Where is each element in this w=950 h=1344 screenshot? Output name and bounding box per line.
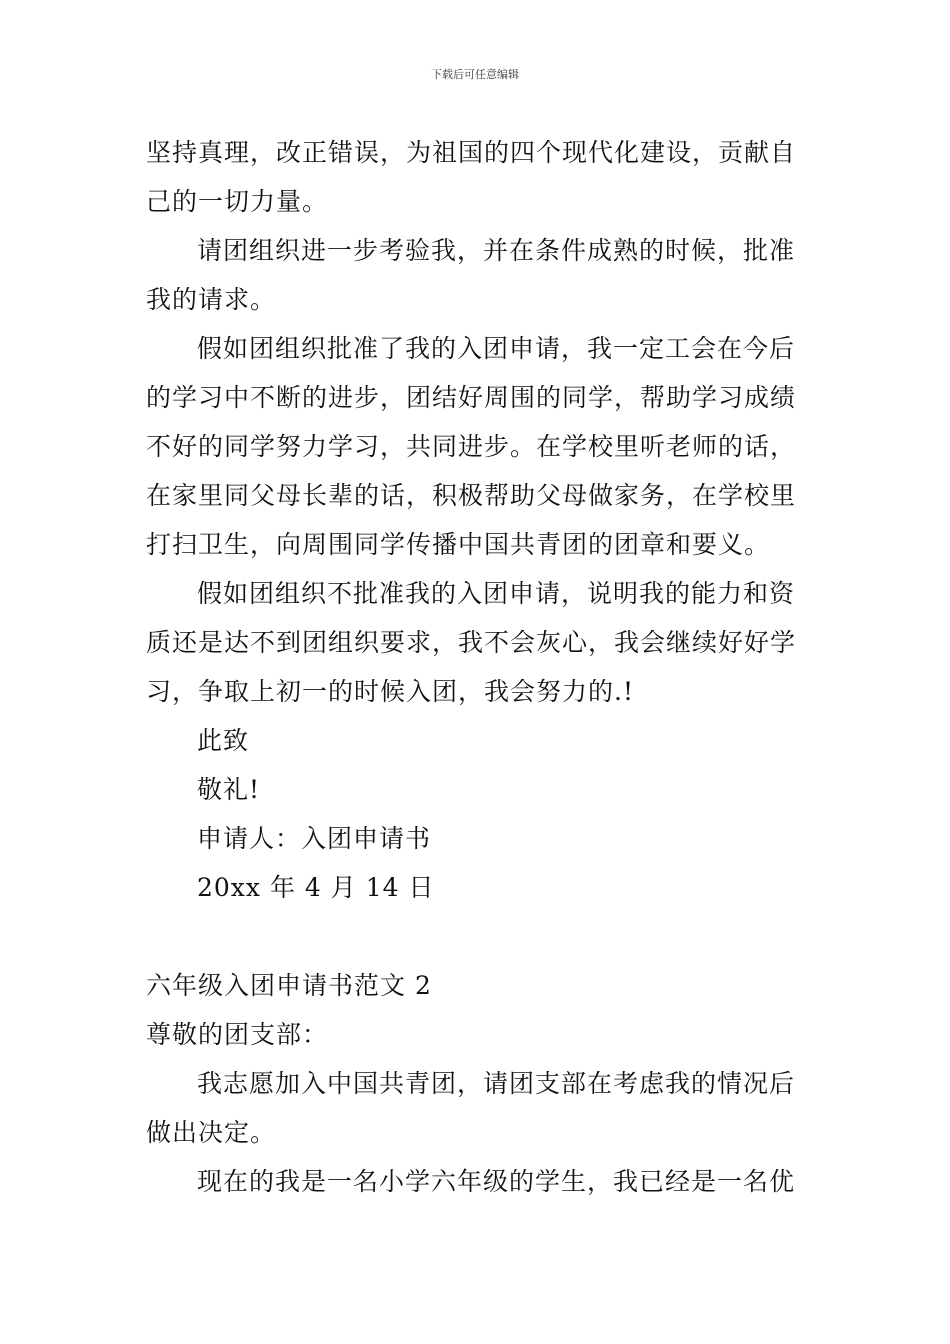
text-line: 不好的同学努力学习，共同进步。在学校里听老师的话，	[146, 432, 797, 461]
text-line: 假如团组织不批准我的入团申请，说明我的能力和资	[197, 579, 796, 608]
text-line: 假如团组织批准了我的入团申请，我一定工会在今后	[197, 334, 796, 363]
closing-regards: 敬礼!	[197, 775, 261, 804]
text-line: 的学习中不断的进步，团结好周围的同学，帮助学习成绩	[146, 383, 797, 412]
text-line: 质还是达不到团组织要求，我不会灰心，我会继续好好学	[146, 628, 797, 657]
section-title: 六年级入团申请书范文 2	[146, 971, 432, 1000]
applicant-signature: 申请人：入团申请书	[197, 824, 432, 853]
greeting-line: 尊敬的团支部：	[146, 1020, 329, 1049]
document-body	[146, 128, 808, 1206]
blank-line	[146, 912, 808, 961]
text-line: 我的请求。	[146, 285, 277, 314]
text-line: 坚持真理，改正错误，为祖国的四个现代化建设，贡献自	[146, 138, 797, 167]
text-line: 请团组织进一步考验我，并在条件成熟的时候，批准	[197, 236, 796, 265]
text-line: 习，争取上初一的时候入团，我会努力的.!	[146, 677, 634, 706]
text-line: 在家里同父母长辈的话，积极帮助父母做家务，在学校里	[146, 481, 797, 510]
page-header: 下载后可任意编辑	[431, 68, 519, 81]
text-line: 做出决定。	[146, 1118, 277, 1147]
text-line: 我志愿加入中国共青团，请团支部在考虑我的情况后	[197, 1069, 796, 1098]
text-line: 打扫卫生，向周围同学传播中国共青团的团章和要义。	[146, 530, 771, 559]
date-line: 20xx 年 4 月 14 日	[197, 873, 435, 902]
closing-salutation: 此致	[197, 726, 250, 755]
text-line: 现在的我是一名小学六年级的学生，我已经是一名优	[197, 1167, 796, 1196]
text-line: 己的一切力量。	[146, 187, 329, 216]
